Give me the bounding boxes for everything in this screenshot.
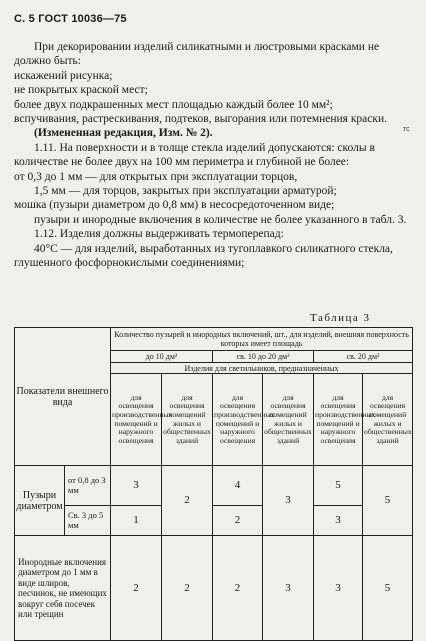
table-cell: 3 [263, 466, 314, 536]
table-caption: Таблица 3 [310, 312, 371, 324]
bubbles-range: от 0,8 до 3 мм [65, 466, 111, 506]
table-cell: 3 [111, 466, 162, 506]
paragraph: 1.12. Изделия должны выдерживать термоперепад: [34, 228, 284, 241]
paragraph: более двух подкрашенных мест площадью каждый более 10 мм²; [14, 98, 333, 111]
amendment-note: (Измененная редакция, Изм. № 2). [34, 127, 213, 140]
table-cell: 2 [162, 536, 213, 641]
paragraph: 1,5 мм — для торцов, закрытых при эксплуатации арматурой; [34, 185, 337, 198]
range-header: св. 20 дм² [314, 351, 413, 363]
purpose-header: Изделия для светильников, предназначенных [111, 363, 413, 374]
table-cell: 1 [111, 506, 162, 536]
range-header: св. 10 до 20 дм² [213, 351, 314, 363]
paragraph: от 0,3 до 1 мм — для открытых при эксплуатации торцов, [14, 170, 298, 183]
table-cell: 2 [213, 506, 263, 536]
table-cell: 2 [213, 536, 263, 641]
range-header: до 10 дм² [111, 351, 213, 363]
paragraph: 1.11. На поверхности и в толще стекла изделий допускаются: сколы в количестве не более двух на 100 мм периметра и глубиной не более: [14, 141, 375, 169]
paragraph: не покрытых краской мест; [14, 84, 148, 97]
subheader-industrial: для освещения производственных помещений и наружного освещения [213, 374, 263, 466]
paragraph: искажений рисунка; [14, 69, 113, 82]
table-cell: 4 [213, 466, 263, 506]
paragraph: 40°С — для изделий, выработанных из тугоплавкого силикатного стекла, глушенного фосфорнокислыми соединениями; [14, 242, 393, 270]
page-header: С. 5 ГОСТ 10036—75 [14, 13, 127, 25]
table-cell: 5 [363, 536, 413, 641]
table-cell: 3 [263, 536, 314, 641]
subheader-residential: для освещения помещений жилых и общественных зданий [363, 374, 413, 466]
table-cell: 5 [363, 466, 413, 536]
bubbles-label: Пузыри диаметром [15, 466, 65, 536]
subheader-residential: для освещения помещений жилых и общественных зданий [263, 374, 314, 466]
paragraph: При декорировании изделий силикатными и люстровыми красками не должно быть: [14, 41, 380, 68]
subheader-industrial: для освещения производственных помещений и наружного освещения [111, 374, 162, 466]
table-cell: 2 [162, 466, 213, 536]
table-cell: 5 [314, 466, 363, 506]
quantity-header: Количество пузырей и инородных включений, шт., для изделий, внешняя поверхность которых имеет площадь [111, 328, 413, 351]
marginal-note: тс [403, 126, 410, 133]
inclusions-label: Инородные включения диаметром до 1 мм в виде шлиров, песчинок, не имеющих вокруг себя посечек или трещин [15, 536, 111, 641]
document-body [14, 40, 412, 271]
indicator-column-header: Показатели внешнего вида [15, 328, 111, 466]
table-3 [14, 327, 413, 641]
table-cell: 3 [314, 506, 363, 536]
subheader-residential: для освещения помещений жилых и общественных зданий [162, 374, 213, 466]
paragraph: пузыри и инородные включения в количестве не более указанного в табл. 3. [34, 213, 407, 226]
subheader-industrial: для освещения производственных помещений и наружного освещения [314, 374, 363, 466]
table-cell: 2 [111, 536, 162, 641]
paragraph: вспучивания, растрескивания, подтеков, выгорания или потемнения краски. [14, 113, 388, 126]
paragraph: мошка (пузыри диаметром до 0,8 мм) в несосредоточенном виде; [14, 199, 335, 212]
bubbles-range: Св. 3 до 5 мм [65, 506, 111, 536]
table-cell: 3 [314, 536, 363, 641]
